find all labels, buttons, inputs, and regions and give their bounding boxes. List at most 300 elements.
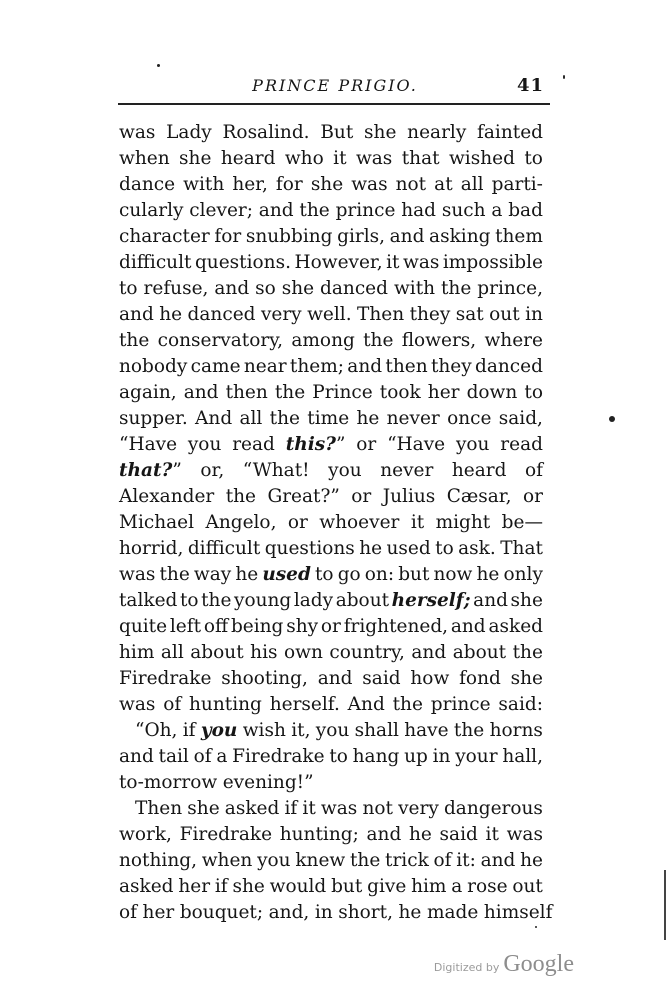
text-word: was bbox=[351, 174, 388, 195]
text-word: bouquet; bbox=[179, 902, 264, 923]
text-word: herself. bbox=[269, 694, 340, 715]
text-word: shy bbox=[286, 616, 319, 637]
text-word: all bbox=[239, 408, 263, 429]
text-word: asked bbox=[488, 616, 543, 637]
text-word: he bbox=[520, 850, 543, 871]
text-word: danced bbox=[187, 304, 256, 325]
text-line bbox=[119, 562, 543, 588]
text-word: with bbox=[183, 174, 225, 195]
text-word: only bbox=[503, 564, 543, 585]
text-word: said bbox=[362, 668, 401, 689]
text-word: who bbox=[284, 148, 324, 169]
text-word: fond bbox=[459, 668, 501, 689]
text-word: the bbox=[441, 278, 472, 299]
text-word: you bbox=[328, 460, 362, 481]
text-word: he bbox=[159, 304, 183, 325]
text-word: on: bbox=[364, 564, 395, 585]
text-word: nothing, bbox=[119, 850, 197, 871]
text-word: but bbox=[331, 876, 363, 897]
text-word: used bbox=[386, 538, 431, 559]
text-word: her bbox=[142, 902, 175, 923]
text-word: and bbox=[411, 642, 447, 663]
text-word: hall, bbox=[502, 746, 543, 767]
text-word: have bbox=[404, 720, 449, 741]
text-word: then bbox=[385, 356, 428, 377]
text-word: tail bbox=[158, 746, 189, 767]
text-word: the bbox=[274, 382, 306, 403]
text-word: the bbox=[159, 564, 190, 585]
text-word: “What! bbox=[242, 460, 310, 481]
text-word: that?” bbox=[119, 460, 182, 481]
text-word: girls, bbox=[337, 226, 386, 247]
text-word: not bbox=[362, 798, 393, 819]
ink-speck bbox=[609, 416, 615, 422]
text-word: very bbox=[398, 798, 439, 819]
text-word: Great?” bbox=[267, 486, 340, 507]
text-word: Michael bbox=[119, 512, 195, 533]
text-word: if bbox=[284, 798, 298, 819]
text-word: parti- bbox=[491, 174, 543, 195]
text-word: questions. bbox=[194, 252, 291, 273]
text-word: about bbox=[335, 590, 390, 611]
text-word: she bbox=[510, 590, 543, 611]
text-word: in bbox=[432, 746, 451, 767]
text-word: never bbox=[380, 460, 434, 481]
text-word: and bbox=[258, 200, 294, 221]
text-word: made bbox=[426, 902, 479, 923]
text-word: among bbox=[291, 330, 355, 351]
text-word: so bbox=[255, 278, 276, 299]
text-word: out bbox=[512, 876, 543, 897]
text-word: and bbox=[389, 226, 425, 247]
text-word: your bbox=[455, 746, 498, 767]
text-line bbox=[119, 406, 543, 432]
text-line bbox=[119, 666, 543, 692]
text-word: how bbox=[410, 668, 450, 689]
text-word: Firedrake bbox=[179, 824, 273, 845]
text-line bbox=[119, 796, 543, 822]
text-word: character bbox=[119, 226, 210, 247]
watermark-small-text: Digitized by bbox=[433, 961, 500, 974]
text-word: Rosalind. bbox=[222, 122, 310, 143]
text-word: conservatory, bbox=[157, 330, 284, 351]
text-word: short, bbox=[338, 902, 393, 923]
text-word: Cæsar, bbox=[446, 486, 512, 507]
text-word: refuse, bbox=[143, 278, 209, 299]
text-word: flowers, bbox=[401, 330, 477, 351]
text-word: of bbox=[433, 850, 452, 871]
text-word: Firedrake bbox=[119, 668, 212, 689]
text-word: asked bbox=[119, 876, 174, 897]
text-word: it bbox=[485, 824, 499, 845]
text-word: cularly bbox=[119, 200, 184, 221]
text-word: or bbox=[356, 434, 377, 455]
text-word: the bbox=[299, 200, 330, 221]
text-word: to bbox=[179, 590, 199, 611]
text-word: then bbox=[225, 382, 268, 403]
text-word: Alexander bbox=[119, 486, 215, 507]
text-word: impossible bbox=[442, 252, 543, 273]
page-edge-mark bbox=[664, 870, 666, 940]
text-word: lady bbox=[293, 590, 334, 611]
text-word: used bbox=[262, 564, 311, 585]
text-word: prince bbox=[335, 200, 396, 221]
text-word: she bbox=[187, 798, 220, 819]
text-word: out bbox=[489, 304, 520, 325]
text-word: read bbox=[500, 434, 543, 455]
text-word: to bbox=[524, 382, 543, 403]
text-word: came bbox=[190, 356, 241, 377]
text-word: the bbox=[349, 850, 381, 871]
text-word: bad bbox=[508, 200, 543, 221]
text-word: you bbox=[257, 850, 291, 871]
text-word: where bbox=[484, 330, 543, 351]
text-word: near bbox=[243, 356, 287, 377]
text-word: off bbox=[203, 616, 229, 637]
text-word: be— bbox=[501, 512, 543, 533]
text-word: when bbox=[201, 850, 253, 871]
page-number: 41 bbox=[516, 75, 544, 96]
text-word: prince bbox=[430, 694, 491, 715]
text-word: to bbox=[435, 538, 454, 559]
text-word: once bbox=[447, 408, 492, 429]
text-line bbox=[119, 848, 543, 874]
text-word: you bbox=[187, 434, 222, 455]
text-line bbox=[119, 874, 543, 900]
text-word: it: bbox=[456, 850, 476, 871]
text-word: she bbox=[281, 278, 315, 299]
text-word: it bbox=[302, 798, 316, 819]
text-word: said bbox=[439, 824, 478, 845]
text-word: when bbox=[119, 148, 170, 169]
text-word: he bbox=[408, 824, 432, 845]
text-line bbox=[119, 536, 543, 562]
text-word: you bbox=[455, 434, 490, 455]
text-word: read bbox=[232, 434, 275, 455]
ink-speck bbox=[157, 64, 160, 67]
text-word: wish bbox=[242, 720, 286, 741]
text-word: wished bbox=[448, 148, 515, 169]
text-word: with bbox=[393, 278, 436, 299]
text-word: or bbox=[522, 486, 543, 507]
text-word: they bbox=[409, 304, 451, 325]
text-word: snubbing bbox=[245, 226, 333, 247]
text-word: her bbox=[427, 382, 460, 403]
text-word: the bbox=[512, 642, 543, 663]
text-word: to bbox=[119, 278, 138, 299]
text-word: he bbox=[235, 564, 259, 585]
text-word: down bbox=[466, 382, 518, 403]
text-word: was bbox=[403, 252, 440, 273]
text-word: the bbox=[453, 720, 485, 741]
text-word: she bbox=[232, 876, 265, 897]
text-word: them; bbox=[289, 356, 344, 377]
text-word: danced bbox=[475, 356, 543, 377]
text-word: a bbox=[491, 200, 503, 221]
text-word: ask. bbox=[458, 538, 496, 559]
text-word: dance bbox=[119, 174, 176, 195]
text-word: hunting; bbox=[279, 824, 359, 845]
text-word: they bbox=[430, 356, 472, 377]
text-word: you bbox=[200, 720, 238, 741]
text-word: way bbox=[193, 564, 232, 585]
text-word: or bbox=[351, 486, 372, 507]
text-word: go bbox=[337, 564, 361, 585]
text-word: nobody bbox=[119, 356, 188, 377]
text-word: such bbox=[441, 200, 486, 221]
text-word: might bbox=[435, 512, 491, 533]
text-word: to bbox=[315, 564, 334, 585]
text-word: hunting bbox=[189, 694, 262, 715]
text-word: was bbox=[119, 694, 156, 715]
text-word: in bbox=[525, 304, 543, 325]
text-line bbox=[119, 172, 543, 198]
text-word: the bbox=[119, 330, 150, 351]
text-word: and bbox=[214, 278, 250, 299]
text-word: questions bbox=[264, 538, 355, 559]
running-head: PRINCE PRIGIO. bbox=[252, 76, 418, 95]
text-word: them bbox=[495, 226, 543, 247]
header-rule bbox=[118, 103, 550, 105]
text-word: and bbox=[366, 824, 402, 845]
text-word: Then bbox=[135, 798, 183, 819]
text-word: her, bbox=[232, 174, 268, 195]
text-word: Julius bbox=[382, 486, 436, 507]
text-line bbox=[119, 458, 543, 484]
text-word: him bbox=[119, 642, 155, 663]
text-word: the bbox=[269, 408, 300, 429]
text-word: Lady bbox=[166, 122, 212, 143]
text-word: the bbox=[225, 486, 256, 507]
text-line bbox=[119, 224, 543, 250]
text-word: her bbox=[178, 876, 211, 897]
text-word: difficult bbox=[187, 538, 261, 559]
text-word: hang bbox=[352, 746, 400, 767]
body-text bbox=[119, 120, 553, 926]
text-word: prince, bbox=[477, 278, 543, 299]
digitized-by-google-watermark bbox=[434, 951, 574, 978]
text-word: clever; bbox=[189, 200, 253, 221]
text-word: she bbox=[364, 122, 397, 143]
text-word: said, bbox=[498, 408, 543, 429]
text-word: and bbox=[183, 382, 219, 403]
text-word: you bbox=[315, 720, 350, 741]
text-word: heard bbox=[220, 148, 276, 169]
ink-speck bbox=[535, 926, 537, 928]
text-word: was bbox=[506, 824, 543, 845]
text-word: a bbox=[451, 876, 463, 897]
text-word: was bbox=[320, 798, 358, 819]
text-word: But bbox=[320, 122, 354, 143]
text-line bbox=[119, 120, 543, 146]
text-word: Prince bbox=[312, 382, 373, 403]
text-word: to bbox=[329, 746, 348, 767]
text-word: and bbox=[119, 746, 154, 767]
text-word: and, bbox=[268, 902, 310, 923]
text-word: to-morrow bbox=[119, 772, 218, 793]
text-line bbox=[119, 302, 543, 328]
text-word: the bbox=[363, 330, 394, 351]
text-word: danced bbox=[320, 278, 388, 299]
text-word: of bbox=[119, 902, 137, 923]
text-word: him bbox=[411, 876, 447, 897]
text-word: knew bbox=[295, 850, 346, 871]
text-line bbox=[119, 380, 543, 406]
text-word: was bbox=[119, 122, 156, 143]
text-word: in bbox=[314, 902, 333, 923]
text-word: about bbox=[452, 642, 507, 663]
text-word: trick bbox=[385, 850, 429, 871]
text-word: it bbox=[333, 148, 347, 169]
text-word: she bbox=[179, 148, 212, 169]
text-word: talked bbox=[119, 590, 178, 611]
text-line bbox=[119, 146, 543, 172]
text-word: heard bbox=[451, 460, 507, 481]
text-word: had bbox=[401, 200, 437, 221]
text-word: took bbox=[379, 382, 421, 403]
text-word: whoever bbox=[319, 512, 400, 533]
text-word: well. bbox=[307, 304, 352, 325]
text-word: And bbox=[195, 408, 233, 429]
text-word: was bbox=[355, 148, 393, 169]
text-word: a bbox=[216, 746, 228, 767]
text-word: this?” bbox=[285, 434, 346, 455]
text-line bbox=[119, 744, 543, 770]
text-line bbox=[119, 328, 543, 354]
text-word: supper. bbox=[119, 408, 188, 429]
text-word: she bbox=[510, 668, 543, 689]
text-word: shall bbox=[354, 720, 399, 741]
text-word: and bbox=[347, 356, 383, 377]
text-word: about bbox=[190, 642, 244, 663]
text-word: would bbox=[269, 876, 327, 897]
text-word: “Oh, bbox=[135, 720, 178, 741]
text-line bbox=[119, 198, 543, 224]
text-word: and bbox=[480, 850, 516, 871]
text-word: left bbox=[169, 616, 202, 637]
text-line bbox=[119, 822, 543, 848]
text-word: sat bbox=[455, 304, 484, 325]
text-word: Then bbox=[357, 304, 405, 325]
text-word: if bbox=[214, 876, 228, 897]
text-word: own bbox=[284, 642, 323, 663]
text-word: again, bbox=[119, 382, 177, 403]
text-word: asking bbox=[429, 226, 491, 247]
text-word: horrid, bbox=[119, 538, 184, 559]
text-word: never bbox=[386, 408, 440, 429]
text-word: himself bbox=[483, 902, 553, 923]
text-word: And bbox=[347, 694, 385, 715]
text-word: all bbox=[160, 642, 184, 663]
text-line bbox=[119, 484, 543, 510]
text-word: being bbox=[230, 616, 284, 637]
text-word: was bbox=[119, 564, 156, 585]
text-word: not bbox=[395, 174, 427, 195]
text-word: time bbox=[307, 408, 350, 429]
text-word: up bbox=[404, 746, 428, 767]
ink-speck bbox=[563, 75, 565, 79]
text-word: it bbox=[386, 252, 400, 273]
text-word: the bbox=[201, 590, 232, 611]
text-word: if bbox=[182, 720, 196, 741]
text-line bbox=[119, 250, 543, 276]
watermark-google-text: Google bbox=[503, 951, 574, 977]
text-word: asked bbox=[224, 798, 280, 819]
text-word: That bbox=[500, 538, 543, 559]
text-word: rose bbox=[467, 876, 508, 897]
text-word: herself; bbox=[391, 590, 471, 611]
text-word: frightened, bbox=[343, 616, 449, 637]
text-line bbox=[119, 276, 543, 302]
text-word: evening!” bbox=[222, 772, 314, 793]
text-word: very bbox=[260, 304, 302, 325]
text-line bbox=[119, 770, 543, 796]
text-word: it, bbox=[291, 720, 311, 741]
text-word: of bbox=[193, 746, 212, 767]
text-word: of bbox=[525, 460, 543, 481]
text-word: give bbox=[367, 876, 407, 897]
text-line bbox=[119, 614, 543, 640]
text-line bbox=[119, 718, 543, 744]
text-line bbox=[119, 510, 543, 536]
text-word: he bbox=[398, 902, 422, 923]
text-word: it bbox=[410, 512, 425, 533]
text-line bbox=[119, 692, 543, 718]
text-line bbox=[119, 432, 543, 458]
text-word: said: bbox=[498, 694, 543, 715]
text-line bbox=[119, 588, 543, 614]
text-word: However, bbox=[294, 252, 383, 273]
text-word: he bbox=[356, 408, 380, 429]
text-word: fainted bbox=[477, 122, 543, 143]
text-word: now bbox=[433, 564, 473, 585]
text-word: of bbox=[163, 694, 182, 715]
text-word: or bbox=[320, 616, 341, 637]
text-word: or, bbox=[200, 460, 225, 481]
text-word: that bbox=[401, 148, 440, 169]
text-word: the bbox=[392, 694, 423, 715]
text-word: to bbox=[524, 148, 543, 169]
text-line bbox=[119, 354, 543, 380]
text-word: or bbox=[287, 512, 308, 533]
text-word: for bbox=[275, 174, 303, 195]
text-word: horns bbox=[489, 720, 543, 741]
text-word: difficult bbox=[119, 252, 192, 273]
text-word: and bbox=[317, 668, 353, 689]
text-word: and bbox=[119, 304, 154, 325]
text-word: and bbox=[473, 590, 508, 611]
text-word: quite bbox=[119, 616, 168, 637]
text-word: Angelo, bbox=[205, 512, 277, 533]
text-word: “Have bbox=[119, 434, 178, 455]
text-word: all bbox=[460, 174, 484, 195]
text-word: at bbox=[434, 174, 453, 195]
text-word: Firedrake bbox=[232, 746, 325, 767]
text-line bbox=[119, 640, 543, 666]
text-word: country, bbox=[329, 642, 405, 663]
text-line bbox=[119, 900, 553, 926]
text-word: nearly bbox=[407, 122, 467, 143]
text-word: his bbox=[250, 642, 278, 663]
text-word: he bbox=[359, 538, 383, 559]
text-word: shooting, bbox=[221, 668, 308, 689]
text-word: dangerous bbox=[443, 798, 543, 819]
text-word: he bbox=[476, 564, 500, 585]
text-word: she bbox=[310, 174, 344, 195]
text-word: young bbox=[234, 590, 292, 611]
text-word: and bbox=[450, 616, 486, 637]
text-word: for bbox=[214, 226, 242, 247]
